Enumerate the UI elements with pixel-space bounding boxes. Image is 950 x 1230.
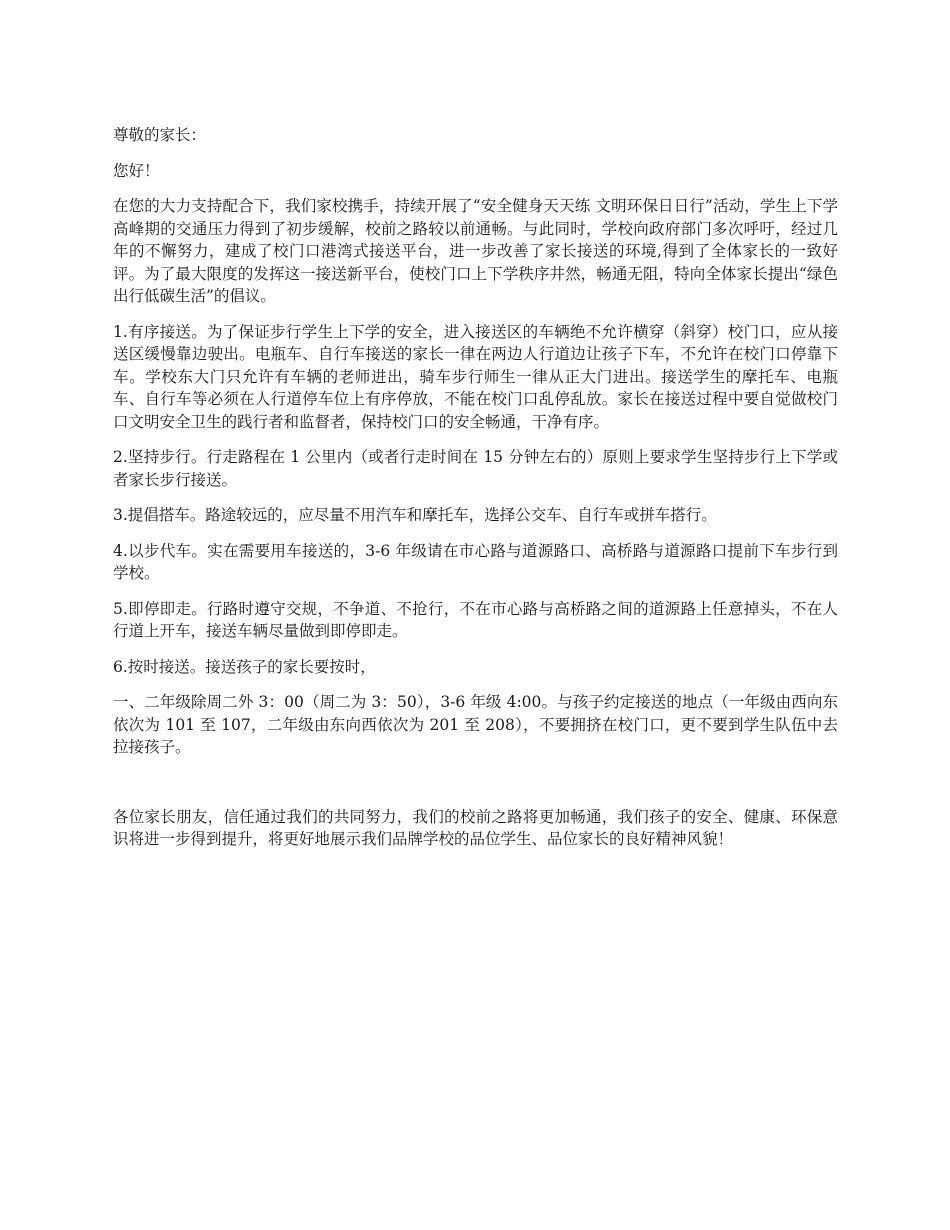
item-ride-sharing: 3.提倡搭车。路途较远的，应尽量不用汽车和摩托车，选择公交车、自行车或拼车搭行。 [113, 506, 717, 524]
item-on-time-pickup: 6.按时接送。接送孩子的家长要按时， [113, 657, 376, 676]
item-orderly-pickup: 1.有序接送。为了保证步行学生上下学的安全，进入接送区的车辆绝不允许横穿（斜穿）校门口，应从接送区缓慢靠边驶出。电瓶车、自行车接送的家长一律在两边人行道边让孩子下车，不允许在校门口停靠下车。学校东大门只允许有车辆的老师进出，骑车步行师生一律从正大门进出。接送学生的摩托车、电瓶车、自行车等必须在人行道停车位上有序停放，不能在校门口乱停乱放。家长在接送过程中要自觉做校门口文明安全卫生的践行者和监督者，保持校门口的安全畅通，干净有序。 [113, 322, 838, 431]
paragraph-gap [113, 772, 838, 806]
letter-document [113, 124, 838, 864]
item-walk-instead-of-drive: 4.以步代车。实在需要用车接送的，3-6 年级请在市心路与道源路口、高桥路与道源路口提前下车步行到学校。 [113, 541, 838, 582]
item-walking: 2.坚持步行。行走路程在 1 公里内（或者行走时间在 15 分钟左右的）原则上要求学生坚持步行上下学或者家长步行接送。 [113, 448, 838, 489]
item-stop-and-go: 5.即停即走。行路时遵守交规，不争道、不抢行，不在市心路与高桥路之间的道源路上任意掉头，不在人行道上开车，接送车辆尽量做到即停即走。 [113, 599, 838, 640]
intro-paragraph: 在您的大力支持配合下，我们家校携手，持续开展了“安全健身天天练 文明环保日日行”活动，学生上下学高峰期的交通压力得到了初步缓解，校前之路较以前通畅。与此同时，学校向政府部门多次呼吁，经过几年的不懈努力，建成了校门口港湾式接送平台，进一步改善了家长接送的环境,得到了全体家长的一致好评。为了最大限度的发挥这一接送新平台，使校门口上下学秩序井然，畅通无阻，特向全体家长提出“绿色出行低碳生活”的倡议。 [113, 197, 838, 305]
closing-paragraph: 各位家长朋友，信任通过我们的共同努力，我们的校前之路将更加畅通，我们孩子的安全、健康、环保意识将进一步得到提升，将更好地展示我们品牌学校的品位学生、品位家长的良好精神风貌！ [113, 807, 838, 848]
greeting: 您好！ [113, 161, 160, 180]
salutation: 尊敬的家长： [113, 126, 207, 144]
pickup-schedule: 一、二年级除周二外 3：00（周二为 3：50），3-6 年级 4:00。与孩子约定接送的地点（一年级由西向东依次为 101 至 107，二年级由东向西依次为 201 至 208），不要拥挤在校门口，更不要到学生队伍中去拉接孩子。 [113, 693, 838, 756]
